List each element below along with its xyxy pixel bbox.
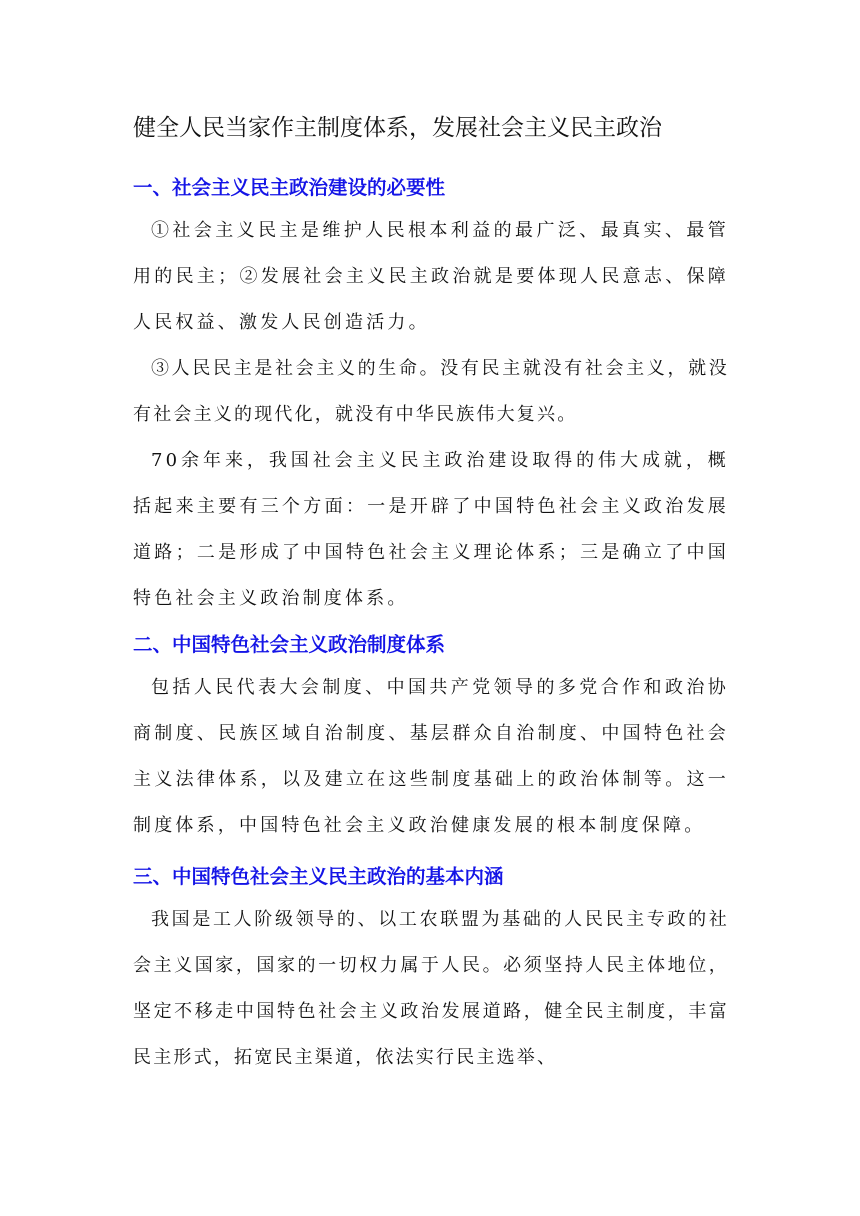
paragraph-1-1: ①社会主义民主是维护人民根本利益的最广泛、最真实、最管用的民主；②发展社会主义民主政治就是要体现人民意志、保障人民权益、激发人民创造活力。 — [133, 220, 729, 333]
document-title: 健全人民当家作主制度体系，发展社会主义民主政治 — [133, 115, 662, 141]
section-heading-2: 二、中国特色社会主义政治制度体系 — [133, 633, 446, 656]
section-heading-3: 三、中国特色社会主义民主政治的基本内涵 — [133, 865, 504, 888]
section-heading-1: 一、社会主义民主政治建设的必要性 — [133, 176, 446, 199]
paragraph-1-3: 70余年来，我国社会主义民主政治建设取得的伟大成就，概括起来主要有三个方面：一是开辟了中国特色社会主义政治发展道路；二是形成了中国特色社会主义理论体系；三是确立了中国特色社会主义政治制度体系。 — [133, 450, 729, 609]
paragraph-3-1: 我国是工人阶级领导的、以工农联盟为基础的人民民主专政的社会主义国家，国家的一切权力属于人民。必须坚持人民主体地位，坚定不移走中国特色社会主义政治发展道路，健全民主制度，丰富民主形式，拓宽民主渠道，依法实行民主选举、 — [133, 909, 729, 1068]
paragraph-2-1: 包括人民代表大会制度、中国共产党领导的多党合作和政治协商制度、民族区域自治制度、基层群众自治制度、中国特色社会主义法律体系，以及建立在这些制度基础上的政治体制等。这一制度体系，中国特色社会主义政治健康发展的根本制度保障。 — [133, 677, 729, 836]
paragraph-1-2: ③人民民主是社会主义的生命。没有民主就没有社会主义，就没有社会主义的现代化，就没有中华民族伟大复兴。 — [133, 358, 729, 425]
document-body — [133, 108, 729, 1081]
